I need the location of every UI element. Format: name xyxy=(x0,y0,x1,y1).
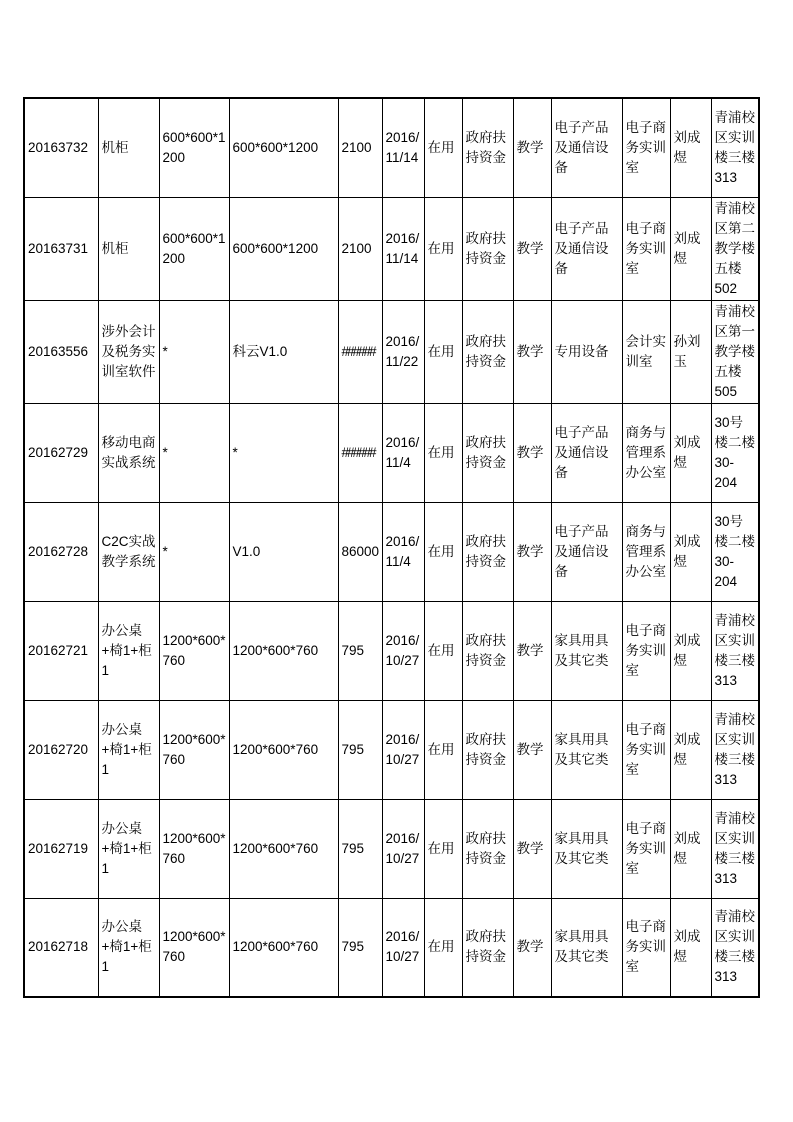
cell-asset-id: 20163731 xyxy=(24,197,98,300)
cell-purchase-date: 2016/10/27 xyxy=(382,799,424,898)
cell-unit-price: 795 xyxy=(338,799,382,898)
cell-category: 电子产品及通信设备 xyxy=(551,403,622,502)
cell-specification: 1200*600*760 xyxy=(159,799,229,898)
cell-asset-name: 移动电商实战系统 xyxy=(98,403,159,502)
cell-asset-name: 办公桌+椅1+柜1 xyxy=(98,898,159,997)
cell-specification: 1200*600*760 xyxy=(159,700,229,799)
cell-model: 1200*600*760 xyxy=(229,601,338,700)
cell-usage: 教学 xyxy=(513,601,551,700)
cell-status: 在用 xyxy=(424,700,462,799)
cell-specification: 600*600*1200 xyxy=(159,98,229,197)
cell-status: 在用 xyxy=(424,403,462,502)
cell-model: V1.0 xyxy=(229,502,338,601)
cell-category: 家具用具及其它类 xyxy=(551,700,622,799)
cell-specification: 1200*600*760 xyxy=(159,601,229,700)
asset-table xyxy=(23,97,760,998)
cell-unit-price: ###### xyxy=(338,300,382,403)
cell-custodian: 刘成煜 xyxy=(670,403,711,502)
cell-model: 科云V1.0 xyxy=(229,300,338,403)
cell-funding-source: 政府扶持资金 xyxy=(462,799,513,898)
cell-storage-room: 会计实训室 xyxy=(622,300,670,403)
cell-status: 在用 xyxy=(424,502,462,601)
cell-asset-name: 办公桌+椅1+柜1 xyxy=(98,700,159,799)
cell-usage: 教学 xyxy=(513,898,551,997)
cell-specification: * xyxy=(159,502,229,601)
cell-unit-price: 2100 xyxy=(338,98,382,197)
cell-usage: 教学 xyxy=(513,799,551,898)
cell-status: 在用 xyxy=(424,898,462,997)
table-row xyxy=(24,601,759,700)
cell-storage-room: 电子商务实训室 xyxy=(622,197,670,300)
cell-purchase-date: 2016/11/22 xyxy=(382,300,424,403)
cell-status: 在用 xyxy=(424,98,462,197)
cell-location: 青浦校区第二教学楼五楼502 xyxy=(711,197,759,300)
cell-specification: * xyxy=(159,403,229,502)
cell-status: 在用 xyxy=(424,601,462,700)
cell-status: 在用 xyxy=(424,300,462,403)
cell-location: 青浦校区实训楼三楼313 xyxy=(711,98,759,197)
cell-asset-id: 20162729 xyxy=(24,403,98,502)
cell-asset-id: 20163556 xyxy=(24,300,98,403)
cell-location: 青浦校区第一教学楼五楼505 xyxy=(711,300,759,403)
cell-asset-name: 办公桌+椅1+柜1 xyxy=(98,799,159,898)
cell-location: 30号楼二楼30-204 xyxy=(711,403,759,502)
cell-asset-id: 20162718 xyxy=(24,898,98,997)
cell-location: 青浦校区实训楼三楼313 xyxy=(711,898,759,997)
cell-asset-id: 20162721 xyxy=(24,601,98,700)
cell-usage: 教学 xyxy=(513,300,551,403)
cell-storage-room: 电子商务实训室 xyxy=(622,601,670,700)
cell-unit-price: 795 xyxy=(338,601,382,700)
table-row xyxy=(24,898,759,997)
cell-storage-room: 电子商务实训室 xyxy=(622,898,670,997)
cell-storage-room: 商务与管理系办公室 xyxy=(622,502,670,601)
cell-asset-name: 机柜 xyxy=(98,197,159,300)
cell-status: 在用 xyxy=(424,197,462,300)
table-row xyxy=(24,502,759,601)
cell-custodian: 孙刘玉 xyxy=(670,300,711,403)
cell-funding-source: 政府扶持资金 xyxy=(462,300,513,403)
cell-custodian: 刘成煜 xyxy=(670,898,711,997)
cell-unit-price: 795 xyxy=(338,898,382,997)
cell-unit-price: ###### xyxy=(338,403,382,502)
cell-custodian: 刘成煜 xyxy=(670,601,711,700)
cell-category: 家具用具及其它类 xyxy=(551,601,622,700)
cell-specification: 600*600*1200 xyxy=(159,197,229,300)
cell-asset-name: 涉外会计及税务实训室软件 xyxy=(98,300,159,403)
cell-custodian: 刘成煜 xyxy=(670,502,711,601)
cell-usage: 教学 xyxy=(513,98,551,197)
cell-asset-name: 机柜 xyxy=(98,98,159,197)
cell-model: 1200*600*760 xyxy=(229,799,338,898)
cell-location: 30号楼二楼30-204 xyxy=(711,502,759,601)
cell-purchase-date: 2016/11/14 xyxy=(382,98,424,197)
cell-purchase-date: 2016/11/4 xyxy=(382,403,424,502)
table-row xyxy=(24,300,759,403)
cell-funding-source: 政府扶持资金 xyxy=(462,403,513,502)
table-row xyxy=(24,98,759,197)
table-row xyxy=(24,403,759,502)
table-body xyxy=(24,98,759,997)
cell-specification: 1200*600*760 xyxy=(159,898,229,997)
cell-custodian: 刘成煜 xyxy=(670,98,711,197)
cell-funding-source: 政府扶持资金 xyxy=(462,898,513,997)
cell-category: 家具用具及其它类 xyxy=(551,898,622,997)
cell-storage-room: 电子商务实训室 xyxy=(622,98,670,197)
cell-model: 1200*600*760 xyxy=(229,898,338,997)
cell-specification: * xyxy=(159,300,229,403)
cell-funding-source: 政府扶持资金 xyxy=(462,98,513,197)
cell-category: 电子产品及通信设备 xyxy=(551,98,622,197)
cell-custodian: 刘成煜 xyxy=(670,700,711,799)
cell-unit-price: 2100 xyxy=(338,197,382,300)
cell-storage-room: 电子商务实训室 xyxy=(622,799,670,898)
cell-unit-price: 795 xyxy=(338,700,382,799)
cell-funding-source: 政府扶持资金 xyxy=(462,502,513,601)
cell-purchase-date: 2016/11/14 xyxy=(382,197,424,300)
cell-location: 青浦校区实训楼三楼313 xyxy=(711,799,759,898)
cell-purchase-date: 2016/10/27 xyxy=(382,700,424,799)
cell-purchase-date: 2016/10/27 xyxy=(382,601,424,700)
cell-location: 青浦校区实训楼三楼313 xyxy=(711,700,759,799)
cell-category: 专用设备 xyxy=(551,300,622,403)
cell-model: * xyxy=(229,403,338,502)
cell-usage: 教学 xyxy=(513,502,551,601)
cell-category: 电子产品及通信设备 xyxy=(551,197,622,300)
cell-storage-room: 商务与管理系办公室 xyxy=(622,403,670,502)
cell-usage: 教学 xyxy=(513,700,551,799)
cell-asset-id: 20163732 xyxy=(24,98,98,197)
cell-status: 在用 xyxy=(424,799,462,898)
cell-unit-price: 86000 xyxy=(338,502,382,601)
cell-purchase-date: 2016/10/27 xyxy=(382,898,424,997)
cell-funding-source: 政府扶持资金 xyxy=(462,601,513,700)
cell-funding-source: 政府扶持资金 xyxy=(462,700,513,799)
cell-purchase-date: 2016/11/4 xyxy=(382,502,424,601)
table-row xyxy=(24,197,759,300)
cell-asset-id: 20162719 xyxy=(24,799,98,898)
cell-location: 青浦校区实训楼三楼313 xyxy=(711,601,759,700)
cell-asset-name: 办公桌+椅1+柜1 xyxy=(98,601,159,700)
cell-asset-name: C2C实战教学系统 xyxy=(98,502,159,601)
cell-category: 家具用具及其它类 xyxy=(551,799,622,898)
cell-asset-id: 20162720 xyxy=(24,700,98,799)
cell-usage: 教学 xyxy=(513,197,551,300)
table-row xyxy=(24,799,759,898)
table-row xyxy=(24,700,759,799)
cell-custodian: 刘成煜 xyxy=(670,197,711,300)
cell-model: 600*600*1200 xyxy=(229,197,338,300)
cell-storage-room: 电子商务实训室 xyxy=(622,700,670,799)
cell-custodian: 刘成煜 xyxy=(670,799,711,898)
cell-asset-id: 20162728 xyxy=(24,502,98,601)
cell-model: 1200*600*760 xyxy=(229,700,338,799)
cell-usage: 教学 xyxy=(513,403,551,502)
cell-category: 电子产品及通信设备 xyxy=(551,502,622,601)
cell-model: 600*600*1200 xyxy=(229,98,338,197)
cell-funding-source: 政府扶持资金 xyxy=(462,197,513,300)
